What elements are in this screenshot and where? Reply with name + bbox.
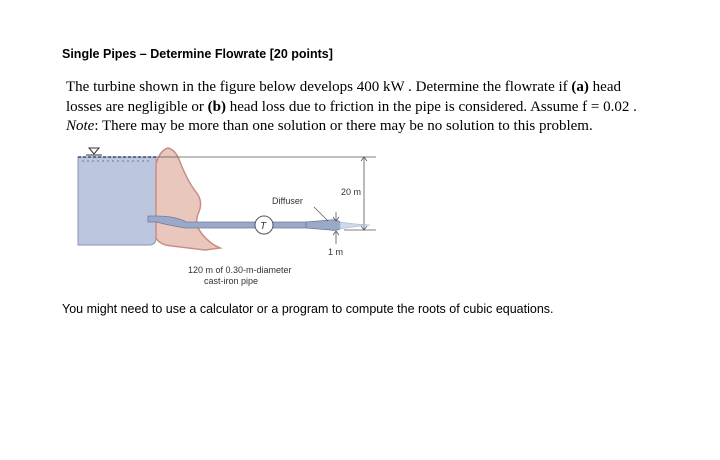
problem-note: Note: There may be more than one solution or there may be no solution to this problem. xyxy=(66,118,593,134)
footer-note: You might need to use a calculator or a program to compute the roots of cubic equations. xyxy=(62,302,554,316)
reservoir-water xyxy=(78,157,156,245)
hill xyxy=(156,148,220,250)
diffuser xyxy=(306,220,342,231)
problem-line-2: losses are negligible or (b) head loss due to friction in the pipe is considered. Assume f = 0.02 . xyxy=(66,98,637,115)
problem-statement xyxy=(66,78,706,137)
pipe-label-line2: cast-iron pipe xyxy=(204,276,259,286)
outlet-label: 1 m xyxy=(328,247,344,257)
turbine-figure xyxy=(60,142,390,292)
free-surface-symbol xyxy=(89,148,99,154)
pipe-downstream xyxy=(270,222,306,228)
turbine-symbol: T xyxy=(260,221,267,232)
problem-line-1: The turbine shown in the figure below develops 400 kW . Determine the flowrate if (a) head xyxy=(66,79,621,95)
height-label: 20 m xyxy=(341,187,362,197)
pipe-label-line1: 120 m of 0.30-m-diameter xyxy=(188,265,292,275)
problem-heading: Single Pipes – Determine Flowrate [20 points] xyxy=(62,47,333,61)
diffuser-label: Diffuser xyxy=(272,196,303,206)
